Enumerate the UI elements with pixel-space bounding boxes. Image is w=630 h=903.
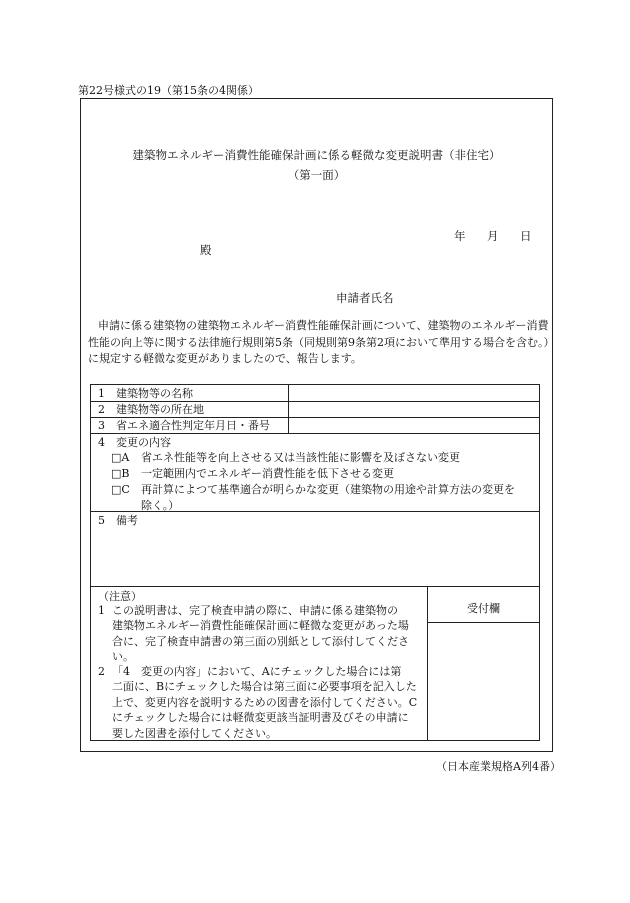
option-c-continuation: 除く。） xyxy=(141,498,180,512)
table-row-building-location xyxy=(91,401,539,418)
date-day-label: 日 xyxy=(520,229,532,243)
judgment-date-label: 3 省エネ適合性判定年月日・番号 xyxy=(98,419,270,432)
note-line: 合に、完了検査申請書の第三面の別紙として添付してくださ xyxy=(112,634,409,648)
option-a-text: 省エネ性能等を向上させる又は当該性能に影響を及ぼさない変更 xyxy=(141,451,460,464)
note-line: 「4 変更の内容」において、Aにチェックした場合には第 xyxy=(112,665,402,678)
table-section-remarks xyxy=(91,511,539,587)
table-section-change-content xyxy=(91,433,539,512)
note-number: 1 xyxy=(98,604,105,617)
reception-label: 受付欄 xyxy=(467,602,500,615)
note-item-2 xyxy=(98,664,423,741)
note-number: 2 xyxy=(98,665,105,678)
note-line: 要した図書を添付してください。 xyxy=(112,726,277,740)
option-b-checkbox[interactable]: □B xyxy=(111,467,130,480)
option-a[interactable] xyxy=(111,450,536,466)
option-c[interactable] xyxy=(111,482,536,513)
note-line: この説明書は、完了検査申請の際に、申請に係る建築物の xyxy=(112,604,398,617)
applicant-name-label: 申請者氏名 xyxy=(336,291,394,305)
page-indicator: （第一面） xyxy=(287,168,346,182)
notes-section xyxy=(91,586,428,740)
note-line: い。 xyxy=(112,650,134,664)
date-year-label: 年 xyxy=(454,229,466,243)
paper-size-note: （日本産業規格A列4番） xyxy=(436,760,561,773)
section-label: 変更の内容 xyxy=(116,436,171,449)
note-line: 二面に、Bにチェックした場合は第三面に必要事項を記入した xyxy=(112,680,417,694)
column-divider xyxy=(288,417,289,433)
table-row-judgment-date xyxy=(91,417,539,434)
addressee-honorific: 殿 xyxy=(200,243,212,257)
note-line: にチェックした場合には軽微変更該当証明書及びその申請に xyxy=(112,711,409,725)
section-number: 4 xyxy=(98,436,105,449)
remarks-heading xyxy=(98,512,138,528)
change-details-table xyxy=(90,384,540,741)
note-item-1 xyxy=(98,603,423,665)
building-name-label: 1 建築物等の名称 xyxy=(98,387,193,400)
section-label: 備考 xyxy=(116,514,138,527)
column-divider xyxy=(288,385,289,401)
date-month-label: 月 xyxy=(487,229,499,243)
note-line: 建築物エネルギー消費性能確保計画に軽微な変更があった場 xyxy=(112,619,409,633)
option-c-text: 再計算によつて基準適合が明らかな変更（建築物の用途や計算方法の変更を xyxy=(141,483,515,496)
column-divider xyxy=(288,401,289,417)
intro-paragraph: 申請に係る建築物の建築物エネルギー消費性能確保計画について、建築物のエネルギー消費性能の向上等に関する法律施行規則第5条（同規則第9条第2項において準用する場合を含む。）に規定する軽微な変更がありましたので、報告します。 xyxy=(88,319,549,365)
document-title: 建築物エネルギー消費性能確保計画に係る軽微な変更説明書（非住宅） xyxy=(132,148,501,162)
section-number: 5 xyxy=(98,514,105,527)
option-a-checkbox[interactable]: □A xyxy=(111,451,130,464)
form-number: 第22号様式の19（第15条の4関係） xyxy=(78,84,259,97)
note-line: 上で、変更内容を説明するための図書を添付してください。C xyxy=(112,695,418,709)
option-b[interactable] xyxy=(111,466,536,482)
change-content-heading xyxy=(98,434,171,450)
reception-divider xyxy=(428,622,539,623)
option-c-checkbox[interactable]: □C xyxy=(111,483,130,496)
option-b-text: 一定範囲内でエネルギー消費性能を低下させる変更 xyxy=(141,467,394,480)
reception-box xyxy=(428,586,539,740)
building-location-label: 2 建築物等の所在地 xyxy=(98,403,204,416)
notes-heading: （注意） xyxy=(98,590,142,603)
table-row-building-name xyxy=(91,385,539,402)
